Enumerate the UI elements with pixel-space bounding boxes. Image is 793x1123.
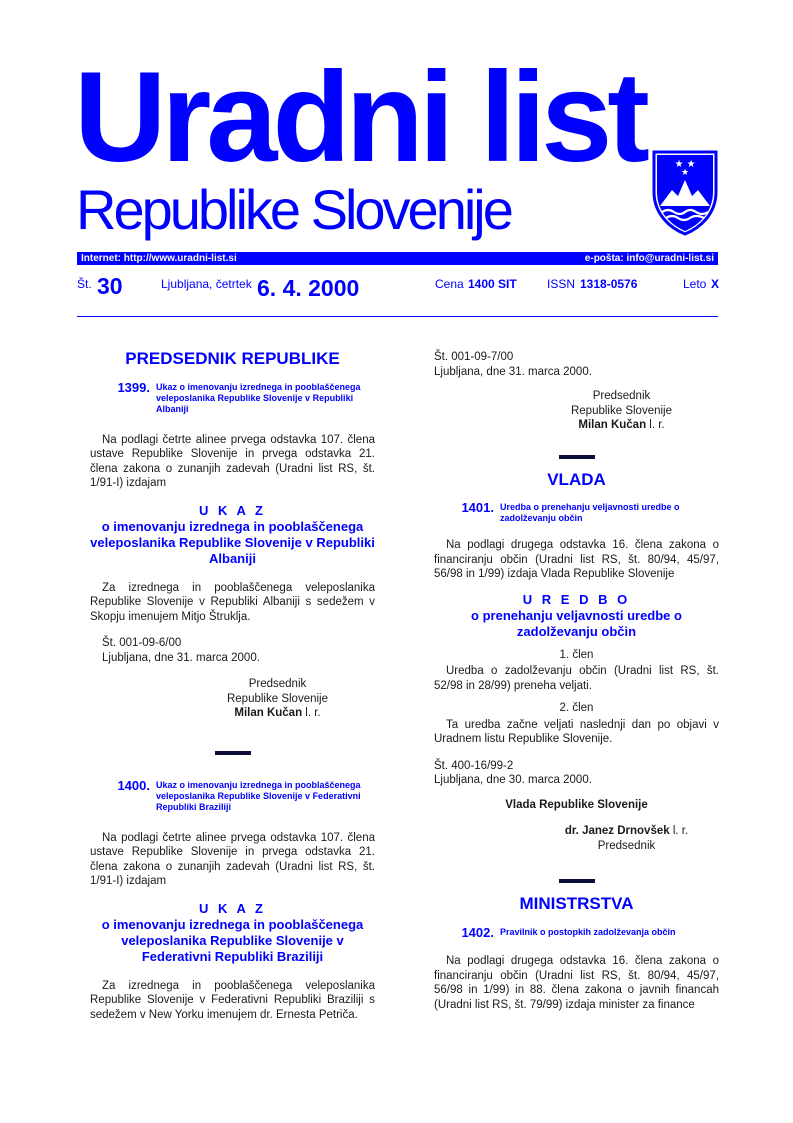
issuing-body: Vlada Republike Slovenije (505, 798, 648, 811)
email-link[interactable]: e-pošta: info@uradni-list.si (584, 253, 714, 264)
section-divider (559, 455, 595, 459)
section-heading-president: PREDSEDNIK REPUBLIKE (125, 349, 340, 368)
left-column (90, 346, 375, 1034)
act-intro: Na podlagi drugega odstavka 16. člena zakona o financiranju občin (Uradni list RS, št. 80/94, 45/97, 56/98 in 1/99) izdaja Vlada Republike Slovenije (434, 539, 719, 580)
act-number: 1401. (461, 500, 494, 515)
issue-date: 6. 4. 2000 (257, 275, 360, 301)
year-label: Leto (683, 277, 707, 291)
act-title[interactable]: Pravilnik o postopkih zadolževanja občin (500, 926, 676, 937)
issn-label: ISSN (547, 277, 576, 291)
act-body: Za izrednega in pooblaščenega veleposlanika Republike Slovenije v Republiki Albaniji s sedežem v Skopju imenujem Mitjo Štruklja. (90, 581, 375, 623)
reference-number: Št. 400-16/99-2 (434, 759, 514, 772)
document-type: U K A Z (199, 900, 266, 916)
document-subject: o imenovanju izrednega in pooblaščenega veleposlanika Republike Slovenije v Republiki Albaniji (90, 518, 375, 566)
issue-place-day: Ljubljana, četrtek (161, 277, 252, 291)
issue-info (77, 272, 718, 302)
coat-of-arms-icon (650, 148, 720, 236)
signature-block (524, 389, 719, 433)
act-heading (90, 381, 375, 415)
document-title (434, 592, 719, 640)
article-text: Ta uredba začne veljati naslednji dan po objavi v Uradnem listu Republike Slovenije. (434, 718, 719, 745)
signatory-suffix: l. r. (646, 419, 665, 431)
document-type: U R E D B O (522, 591, 631, 607)
article-text: Uredba o zadolževanju občin (Uradni list RS, št. 52/98 in 28/99) preneha veljati. (434, 665, 719, 692)
act-intro: Na podlagi četrte alinee prvega odstavka 107. člena ustave Republike Slovenije in prvega odstavka 21. člena zakona o zunanjih zadevah (Uradni list RS, št. 1/91-I) izdajam (90, 433, 375, 489)
act-number: 1400. (117, 777, 150, 793)
price-label: Cena (435, 277, 464, 291)
svg-text:★ ★: ★ ★ (674, 159, 696, 170)
reference-number: Št. 001-09-7/00 (434, 351, 514, 363)
act-intro: Na podlagi drugega odstavka 16. člena zakona o financiranju občin (Uradni list RS, št. 80/94, 45/97, 56/98 in 1/99) in 88. člena zakona o javnih financah (Uradni list RS, št. 79/99) izdaja minister za finance (434, 955, 719, 1011)
act-heading (90, 779, 375, 813)
year: X (711, 277, 720, 291)
issue-number-label: Št. (77, 277, 92, 291)
act-title[interactable]: Uredba o prenehanju veljavnosti uredbe o zadolževanju občin (500, 502, 680, 523)
signatory-org: Republike Slovenije (226, 692, 328, 705)
act-body: Za izrednega in pooblaščenega veleposlanika Republike Slovenije v Federativni Republiki Braziliji s sedežem v New Yorku imenujem dr. Ernesta Petriča. (90, 979, 375, 1021)
reference-number: Št. 001-09-6/00 (102, 637, 182, 649)
signatory-role: Predsednik (592, 390, 651, 402)
act-heading (434, 926, 719, 941)
signatory-name: Milan Kučan (578, 419, 647, 431)
act-title[interactable]: Ukaz o imenovanju izrednega in pooblaščenega veleposlanika Republike Slovenije v Republiki Albaniji (156, 381, 361, 414)
signatory-name: Milan Kučan (234, 707, 303, 719)
act-intro: Na podlagi četrte alinee prvega odstavka 107. člena ustave Republike Slovenije in prvega odstavka 21. člena zakona o zunanjih zadevah (Uradni list RS, št. 1/91-I) izdajam (90, 831, 375, 887)
signatory-suffix: l. r. (669, 825, 689, 837)
issue-place-date: Ljubljana, dne 31. marca 2000. (434, 365, 592, 378)
document-title (90, 901, 375, 965)
act-title[interactable]: Ukaz o imenovanju izrednega in pooblaščenega veleposlanika Republike Slovenije v Federativni Republiki Braziliji (156, 779, 361, 812)
masthead-subtitle: Republike Slovenije (76, 178, 511, 241)
document-subject: o imenovanju izrednega in pooblaščenega veleposlanika Republike Slovenije v Federativni Republiki Braziliji (101, 916, 364, 964)
issue-place-date: Ljubljana, dne 30. marca 2000. (434, 774, 592, 786)
right-column (434, 350, 719, 1024)
document-title (90, 503, 375, 567)
issue-number: 30 (97, 273, 123, 299)
internet-link[interactable]: Internet: http://www.uradni-list.si (81, 253, 237, 264)
signatory-role: Predsednik (597, 839, 656, 852)
signature-block (180, 677, 375, 721)
svg-text:★: ★ (680, 168, 690, 178)
info-bar (77, 252, 718, 265)
section-heading-government: VLADA (547, 469, 606, 489)
article-heading: 2. člen (559, 702, 594, 714)
article-heading: 1. člen (559, 648, 594, 661)
signatory-role: Predsednik (248, 678, 307, 690)
issn: 1318-0576 (580, 277, 638, 291)
section-divider (215, 751, 251, 755)
act-number: 1402. (461, 924, 494, 940)
signatory-org: Republike Slovenije (570, 404, 672, 417)
section-heading-ministries: MINISTRSTVA (519, 894, 634, 913)
signatory-name: dr. Janez Drnovšek (564, 825, 670, 837)
masthead-title: Uradni list (74, 46, 645, 189)
price: 1400 SIT (468, 277, 517, 291)
issue-place-date: Ljubljana, dne 31. marca 2000. (102, 651, 260, 664)
act-number: 1399. (117, 379, 150, 395)
act-heading (434, 501, 719, 524)
document-subject: o prenehanju veljavnosti uredbe o zadolževanju občin (471, 607, 682, 639)
section-divider (559, 879, 595, 883)
header-rule (77, 316, 718, 317)
signatory-suffix: l. r. (302, 707, 321, 719)
signature-block (534, 824, 719, 853)
document-type: U K A Z (199, 502, 266, 518)
